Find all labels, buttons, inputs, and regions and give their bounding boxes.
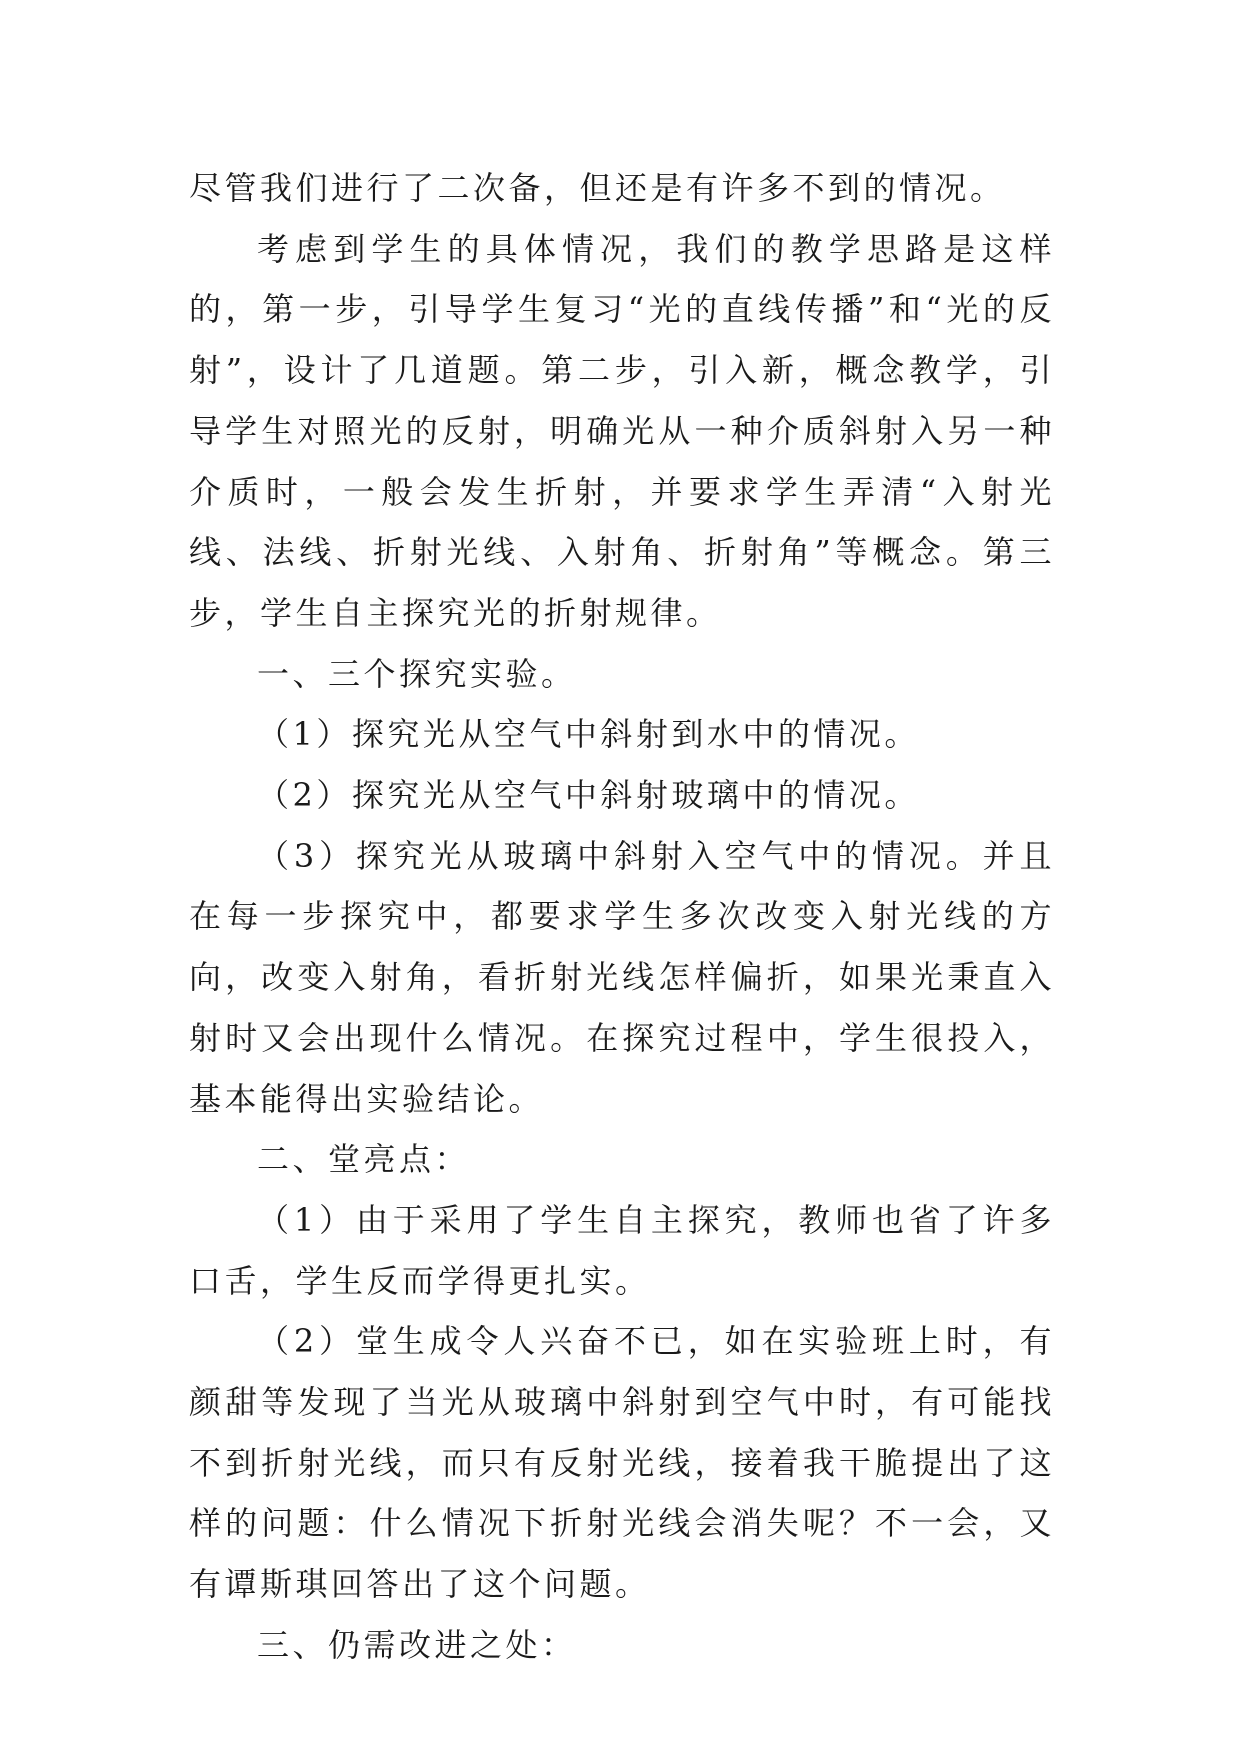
experiment-item-2: （2）探究光从空气中斜射玻璃中的情况。	[257, 776, 920, 815]
experiment-item-1: （1）探究光从空气中斜射到水中的情况。	[257, 715, 920, 754]
section-heading-improvements: 三、仍需改进之处：	[257, 1625, 577, 1664]
section-heading-highlights: 二、堂亮点：	[257, 1140, 471, 1179]
document-body	[189, 158, 1055, 1676]
experiment-item-3: （3）探究光从玻璃中斜射入空气中的情况。并且在每一步探究中，都要求学生多次改变入射光线的方向，改变入射角，看折射光线怎样偏折，如果光秉直入射时又会出现什么情况。在探究过程中，学生很投入，基本能得出实验结论。	[189, 836, 1055, 1118]
highlight-item-2: （2）堂生成令人兴奋不已，如在实验班上时，有颜甜等发现了当光从玻璃中斜射到空气中时，有可能找不到折射光线，而只有反射光线，接着我干脆提出了这样的问题：什么情况下折射光线会消失呢？不一会，又有谭斯琪回答出了这个问题。	[189, 1322, 1055, 1604]
section-heading-experiments: 一、三个探究实验。	[257, 654, 577, 693]
paragraph-continuation: 尽管我们进行了二次备，但还是有许多不到的情况。	[189, 169, 1006, 207]
paragraph-teaching-approach: 考虑到学生的具体情况，我们的教学思路是这样的，第一步，引导学生复习“光的直线传播”和“光的反射”，设计了几道题。第二步，引入新，概念教学，引导学生对照光的反射，明确光从一种介质斜射入另一种介质时，一般会发生折射，并要求学生弄清“入射光线、法线、折射光线、入射角、折射角”等概念。第三步，学生自主探究光的折射规律。	[189, 229, 1055, 632]
highlight-item-1: （1）由于采用了学生自主探究，教师也省了许多口舌，学生反而学得更扎实。	[189, 1200, 1055, 1300]
